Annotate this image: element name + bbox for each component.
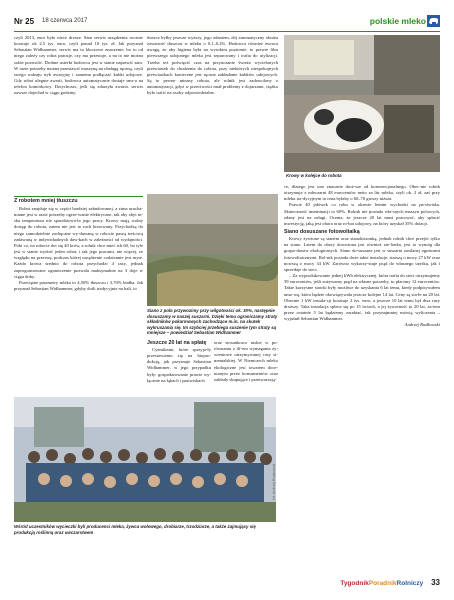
column-2-body [147, 347, 211, 384]
issue-number: Nr 25 [14, 17, 35, 26]
column-3-body [284, 184, 440, 328]
section-heading: Z robotem mniej tłuszczu [14, 198, 78, 204]
section-title: polskie mleko [369, 16, 426, 26]
column-2-top [147, 35, 278, 97]
group-photo [14, 397, 276, 522]
paragraph: tłuszcz byłby jeszcze wyższy, jego zdaniem, dój automatyczny obniża zawartość tłuszczu w mleku o 0,1–0,2%. Hodowca również zwraca uwagę, że aby higiena była na wysokim poziomie, to prawie film pierwszego udojonego mleka jest separowany i trafia do utylizacji. Trzeba też poświęcić czas na przyuczanie świeżo wycielonych pierwiastek do chodzenia do robota, przy niektórych niespokojnych pierwiastkach konieczne jest ręczne zakładanie kubków udojowych. Są to pewne minusy robota, ale rolnik jest zadowolony z automatyzacji, gdyż w przeciwości miał problemy z dojarzami, ciężko było trafić na osoby odpowiedzialne. [147, 35, 278, 96]
robot-photo-caption: Krowy w kolejce do robota [286, 173, 342, 178]
section-heading: Siano dosuszane fotowoltaiką [284, 229, 360, 236]
cow-logo-icon [427, 14, 440, 26]
column-1-top [14, 35, 143, 97]
brand-poradnik: Poradnik [368, 580, 397, 587]
page-number: 33 [431, 578, 440, 587]
paragraph: Robot znajduje się w części bardziej zabudowanej, a zima urucha-miane jest w razie potrzeby ogrze-wanie elektryczne, tak aby zbyt ni-ska temperatura nie sparaliżowa-ła jego pracy. Krowy mają wolny dostęp do robota, zatem nie jest to ruch kierowany. Przychodzą do niego samodzielnie zachęcane wy-dawaną w robocie paszą treściwą zadawaną w indywidualnych daw-kach w zależności od wydajności. Póki co, na robocie doi się 40 krów, a rolnik chce mieć ich 60, bo tyle jest w stanie wydoić jeden robot, i tak jego pracami, nie więcej, ze względu na przerwę, podczas której urządzenie codziennie jest myte. Każda krowa średnio do robota przychodzi 4 razy, jednak zaprogramowane ograniczenie pozwala maksymalnie na 3 doje w ciągu doby. [14, 206, 143, 279]
page-footer [300, 578, 440, 590]
silage-photo-caption: Siano z pola przywozimy przy wilgotności ok. 30%, następnie dosuszamy w naszej suszarni. Dzięki temu ograniczamy straty składników pokarmowych zachodzące m.in. na skutek wykruszania się. Im szybciej przebiega suszenie tym straty są mniejsze – powiedział Sebastian Widhammer [147, 308, 278, 336]
robot-photo [284, 35, 440, 172]
paragraph: Przeciętne parametry mleka to 4,50% tłuszczu i 3,70% białka. Jak przyznał Sebastian Widhammer, gdyby doili tradycyjnie na hali, to [14, 279, 143, 292]
silage-photo [147, 194, 278, 306]
brand-tygodnik: Tygodnik [340, 580, 369, 587]
paragraph: – Za wyprodukowanie jednej kWh elektrycznej, która trafia do sieci otrzymujemy 39 eurocentów, jeśli zużywamy prąd na własne potrzeby, to płacimy 12 eurocentów. Takie korzystne stawki były możliwe do uzyskania 6 lat temu, kiedy podpisywałem umo-wę, która będzie obowiązywała jeszcze kolejne 14 lat. Ceny są sta-łe na 20 lat. Obecnie 1 kW instala-cji kosztuje 2 tys. euro, a jeszcze 10 lat temu był dwa razy droższy. Taka instalacja spłaca się po 15 la-tach, a jej żywotność to 20 lat, za-tem przez ostatnie 5 lat będziemy zarabiać, tak przynajmniej mówią wyliczenia – wyjaśnił Sebastian Widhammer. [284, 273, 440, 322]
paragraph: oraz stosunkowo niskie w po-równaniu z ilf-em wymagania ży-wieniowe utrzymywanej rasy si-mentalskiej. W Niemczech mleko ekologiczne jest towarem doce-nianym przez konsumentów oraz zakłady skupujące i przetwarzają- [214, 340, 278, 382]
column-2b-body [214, 340, 278, 383]
column-1-body [14, 206, 143, 292]
paragraph: czyli 2013, euro było niece drosze. Sam serwis urządzenia rocznie kosztuje ok 2,5 tys. euro, czyli ponad 10 tys. zł. Jak przyznał Sebastian Widhammer, serwis ma tu kluczowe znaczenie, bo to od niego zależy czy robot pracuje, czy ma przestoje, a na to nie można sobie pozwolić. Drobne usterki hodowca jest w stanie naprawić sam. W razie potrzeby można przestawić maszynę na obsługę ręczną, czyli swego rodzaju tryb awaryjny i samemu podłączać kubki udojowe. Gdy robot ulegnie awarii, hodowca automatycznie dostaje sms-a na telefon komórkowy. Dotychczas, jeśli się zdarzyła awaria, serwis zawsze dojechał w ciągu godziny. [14, 35, 143, 96]
paragraph: ce, dlatego jest ono znacznie droż-sze od konwencjonalnego. Obec-nie rolnik otrzymuje z mleczarni 48 eurocentów netto za litr mleka, czyli ok. 2 zł, zaś przy mleku tra-dycyjnym ta cena byłaby o 60–70 groszy niższa. [284, 184, 440, 202]
paragraph: Cyzmikami, które sprzyja-ły przestawieniu się na biopro-dukcję, jak przyznaje Sebastian Widhammer, w jego przypadku były: gospodarowanie prawie wy-łącznie na łąkach i pastwiskach [147, 347, 211, 383]
group-photo-caption: Wśród uczestników wycieczki byli producenci mleka, żywca wołowego, drobiarze, trzodziarze, a także zajmujący się produkcją roślinną oraz uwczarstwem [14, 524, 256, 535]
header-rule [14, 31, 440, 32]
photo-credit: fot. Andrzej Rudkowski [272, 463, 276, 500]
paragraph: Prawie 40 jałówek co roku w okresie letnim wychodzi na pa-stwiska. Skuteczność inseminacji to 60%. Rolnik nie posiada wła-snych maszyn polowych, zdany jest na usługi. Ocenia, że jeszcze 20 lat musi pracować, aby spłacić inwestycję, jaką jest obora oraz ro-bot udojowy, na który uzyskał 35% dotacji. [284, 202, 440, 226]
article-author: Andrzej Rudkowski [404, 322, 440, 328]
issue-date: 18 czerwca 2017 [42, 18, 88, 24]
brand-rolniczy: Rolniczy [396, 580, 424, 587]
section-heading: Jeszcze 20 lat na spłatę [147, 340, 207, 346]
paragraph: Krowy żywione są sianem oraz sianokiszonką, jednak rolnik chce przejść tylko na siano. Latem do obory dowożona jest również zie-lonka, jest to wymóg dla gospo-darstw ekologicznych. Siano do-suszane jest w suszarni zasilanej ogniwami fotowoltaicznymi. Rol-nik posiada dwie takie instalacje, starszą o mocy 27 kW oraz nowszą o mocy 34 kW. Zarówno wykorzy-stuje prąd do własnego użytku, jak i sprzedaje do sieci. [284, 236, 440, 272]
column-1-divider [14, 196, 143, 197]
